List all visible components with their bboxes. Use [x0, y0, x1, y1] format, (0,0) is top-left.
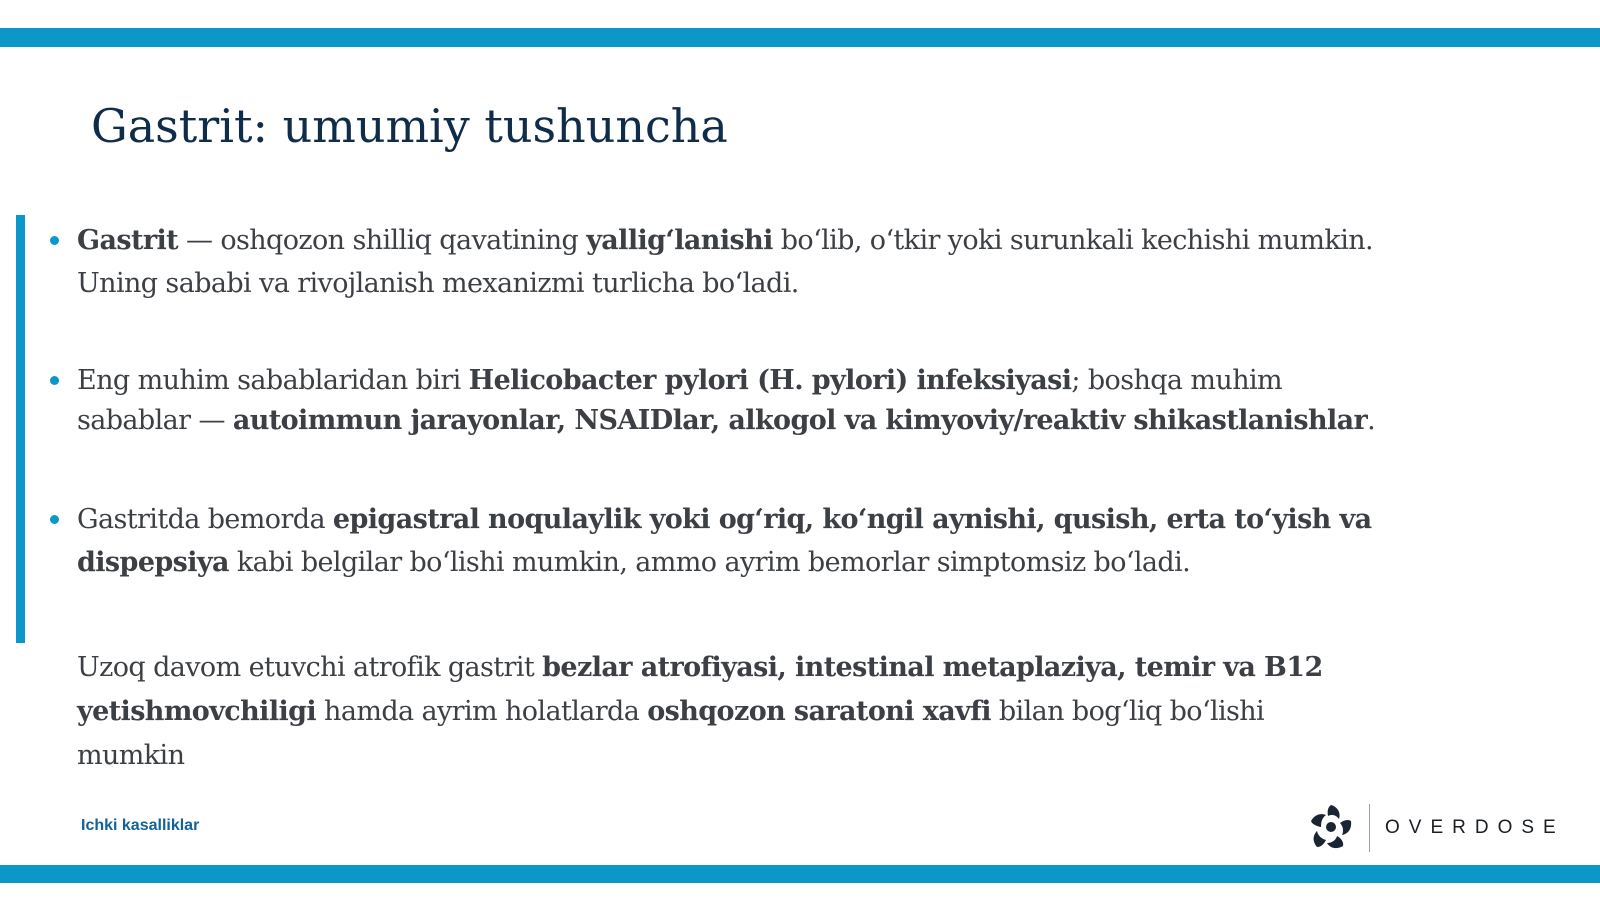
- brand-name: OVERDOSE: [1385, 817, 1565, 838]
- overdose-logo-icon: [1305, 801, 1357, 853]
- bullet-text-segment: bo‘lib, o‘tkir yoki surunkali kechishi mumkin. Uning sababi va rivojlanish mexanizmi turlicha bo‘ladi.: [77, 225, 1374, 299]
- paragraph-segment: bezlar atrofiyasi, intestinal metaplaziya, temir va B12 yetishmovchiligi: [77, 652, 1323, 727]
- content-accent-line: [16, 215, 25, 643]
- bullet-text-segment: yallig‘lanishi: [586, 225, 773, 256]
- top-accent-bar: [0, 28, 1600, 47]
- bullet-text-segment: Gastritda bemorda: [77, 504, 333, 535]
- bullet-text-segment: — oshqozon shilliq qavatining: [177, 225, 587, 256]
- bullet-text-segment: autoimmun jarayonlar, NSAIDlar, alkogol va kimyoviy/reaktiv shikastlanishlar: [232, 405, 1368, 436]
- paragraph-segment: bilan bog‘liq bo‘lishi mumkin: [77, 696, 1265, 771]
- bullet-dot-icon: [50, 236, 59, 245]
- paragraph-segment: hamda ayrim holatlarda: [316, 696, 648, 727]
- paragraph-segment: oshqozon saratoni xavfi: [647, 696, 991, 727]
- bullet-dot-icon: [50, 376, 59, 385]
- bottom-accent-bar: [0, 865, 1600, 883]
- slide-title: Gastrit: umumiy tushuncha: [91, 99, 728, 153]
- bullet-text-segment: kabi belgilar bo‘lishi mumkin, ammo ayrim bemorlar simptomsiz bo‘ladi.: [228, 547, 1191, 578]
- footer-section-label: Ichki kasalliklar: [81, 817, 200, 834]
- closing-paragraph: [77, 646, 1377, 778]
- bullet-text-segment: .: [1367, 405, 1376, 436]
- bullet-text-segment: Helicobacter pylori (H. pylori) infeksiyasi: [468, 365, 1072, 396]
- paragraph-segment: Uzoq davom etuvchi atrofik gastrit: [77, 652, 543, 683]
- bullet-text-segment: epigastral noqulaylik yoki og‘riq, ko‘ngil aynishi, qusish, erta to‘yish va dispepsiya: [77, 504, 1372, 578]
- logo-divider: [1369, 804, 1370, 852]
- bullet-text-segment: Eng muhim sabablaridan biri: [77, 365, 469, 396]
- bullet-dot-icon: [50, 515, 59, 524]
- bullet-text: [77, 498, 1377, 584]
- bullet-text-segment: ; boshqa muhim sabablar —: [77, 365, 1283, 436]
- bullet-text-segment: Gastrit: [77, 225, 178, 256]
- bullet-text: [77, 219, 1377, 305]
- bullet-text: [77, 361, 1377, 441]
